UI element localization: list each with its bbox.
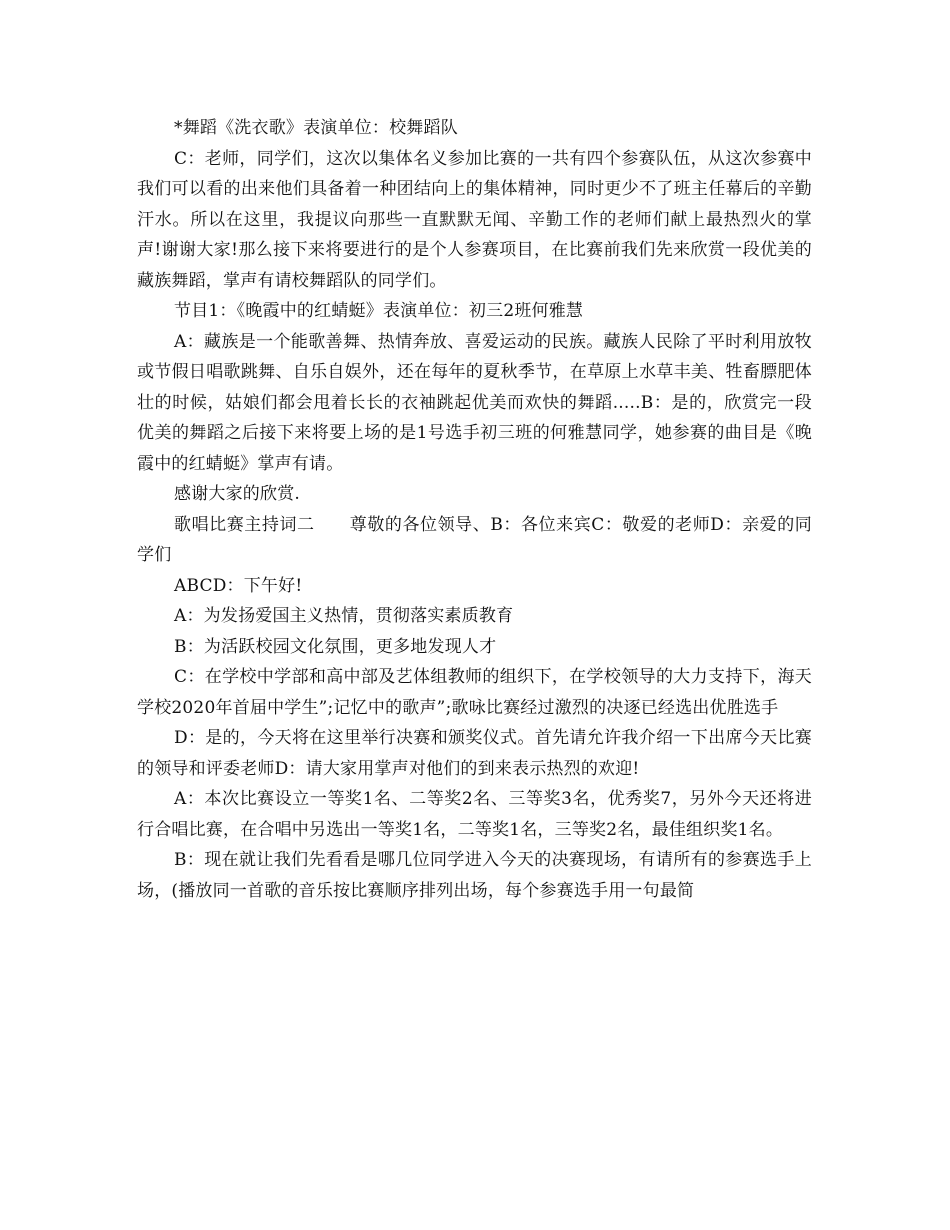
paragraph-host-b: B：为活跃校园文化氛围，更多地发现人才 bbox=[174, 636, 497, 657]
paragraph-awards: A：本次比赛设立一等奖1名、二等奖2名、三等奖3名，优秀奖7，另外今天还将进行合唱比赛，在合唱中另选出一等奖1名，二等奖1名，三等奖2名，最佳组织奖1名。 bbox=[137, 789, 812, 840]
paragraph-host-a: A：为发扬爱国主义热情，贯彻落实素质教育 bbox=[174, 606, 514, 626]
paragraph-greeting: ABCD：下午好! bbox=[174, 575, 303, 596]
paragraph-program-1: 节目1：《晚霞中的红蜻蜓》表演单位：初三2班何雅慧 bbox=[174, 301, 584, 321]
paragraph-host-c: C：在学校中学部和高中部及艺体组教师的组织下，在学校领导的大力支持下，海天学校2020年首届中学生”;记忆中的歌声”;歌咏比赛经过激烈的决逐已经选出优胜选手 bbox=[137, 667, 812, 718]
paragraph-host-d: D：是的，今天将在这里举行决赛和颁奖仪式。首先请允许我介绍一下出席今天比赛的领导和评委老师D：请大家用掌声对他们的到来表示热烈的欢迎! bbox=[137, 728, 812, 779]
paragraph-dance-program: *舞蹈《洗衣歌》表演单位：校舞蹈队 bbox=[174, 118, 458, 138]
paragraph-host-c-speech: C：老师，同学们，这次以集体名义参加比赛的一共有四个参赛队伍，从这次参赛中我们可以看的出来他们具备着一种团结向上的集体精神，同时更少不了班主任幕后的辛勤汗水。所以在这里，我提议向那些一直默默无闻、辛勤工作的老师们献上最热烈火的掌声!谢谢大家!那么接下来将要进行的是个人参赛项目，在比赛前我们先来欣赏一段优美的藏族舞蹈，掌声有请校舞蹈队的同学们。 bbox=[137, 148, 812, 291]
document-body bbox=[137, 113, 812, 906]
paragraph-script-two-opening: 歌唱比赛主持词二 尊敬的各位领导、B：各位来宾C：敬爱的老师D：亲爱的同学们 bbox=[137, 514, 812, 565]
paragraph-contestants: B：现在就让我们先看看是哪几位同学进入今天的决赛现场，有请所有的参赛选手上场，(播放同一首歌的音乐按比赛顺序排列出场，每个参赛选手用一句最简 bbox=[137, 850, 812, 901]
paragraph-host-a-tibetan: A：藏族是一个能歌善舞、热情奔放、喜爱运动的民族。藏族人民除了平时利用放牧或节假日唱歌跳舞、自乐自娱外，还在每年的夏秋季节，在草原上水草丰美、牲畜膘肥体壮的时候，姑娘们都会甩着长长的衣袖跳起优美而欢快的舞蹈.....B：是的，欣赏完一段优美的舞蹈之后接下来将要上场的是1号选手初三班的何雅慧同学，她参赛的曲目是《晚霞中的红蜻蜓》掌声有请。 bbox=[137, 331, 812, 474]
paragraph-thanks: 感谢大家的欣赏. bbox=[174, 484, 301, 504]
